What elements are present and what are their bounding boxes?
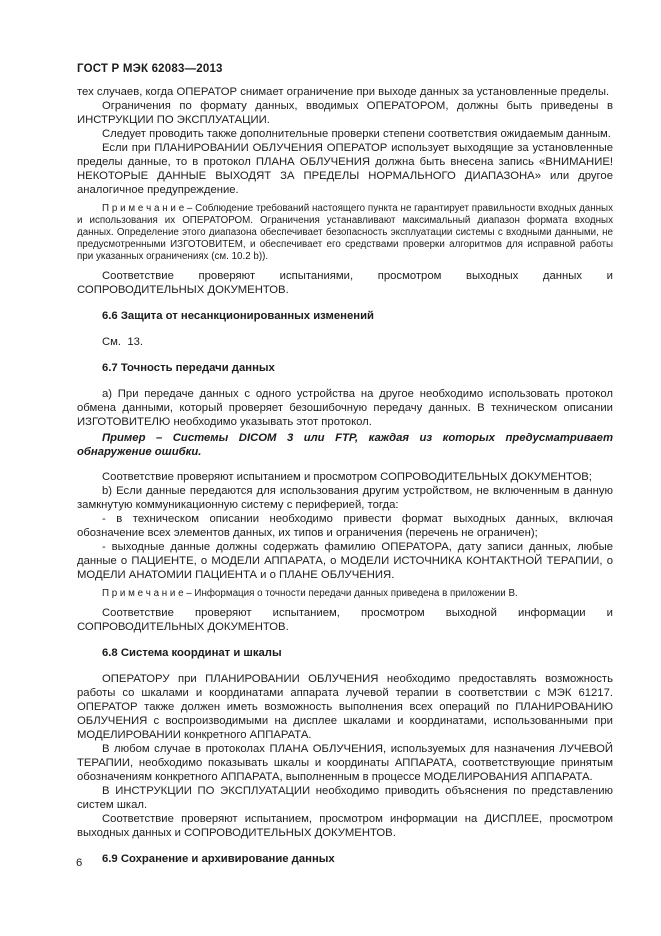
paragraph: См. 13.: [102, 336, 144, 348]
paragraph: Соответствие проверяют испытанием, просмотром выходной информации и СОПРОВОДИТЕЛЬНЫХ ДОКУМЕНТОВ.: [77, 607, 613, 633]
paragraph: ОПЕРАТОРУ при ПЛАНИРОВАНИИ ОБЛУЧЕНИЯ необходимо предоставлять возможность работы со шкалами и координатами аппарата лучевой терапии в соответствии с МЭК 61217. ОПЕРАТОР также должен иметь возможность выполнения всех операций по ПЛАНИРОВАНИЮ ОБЛУЧЕНИЯ с воспроизводимыми на дисплее шкалами и координатами, использованными при МОДЕЛИРОВАНИИ конкретного АППАРАТА.: [77, 673, 613, 741]
document-content: [77, 62, 613, 878]
paragraph: В ИНСТРУКЦИИ ПО ЭКСПЛУАТАЦИИ необходимо приводить объяснения по представлению систем шкал.: [77, 785, 613, 811]
note-paragraph: П р и м е ч а н и е – Информация о точности передачи данных приведена в приложении В.: [102, 588, 518, 599]
example-paragraph: Пример – Системы DICOM 3 или FTP, каждая из которых предусматривает обнаружение ошибки.: [77, 432, 613, 458]
paragraph: b) Если данные передаются для использования другим устройством, не включенным в данную замкнутую коммуникационную систему с периферией, тогда:: [77, 485, 613, 511]
paragraph: Соответствие проверяют испытанием, просмотром информации на ДИСПЛЕЕ, просмотром выходных данных и СОПРОВОДИТЕЛЬНЫХ ДОКУМЕНТОВ.: [77, 813, 613, 839]
paragraph: - выходные данные должны содержать фамилию ОПЕРАТОРА, дату записи данных, любые данные о ПАЦИЕНТЕ, о МОДЕЛИ АППАРАТА, о МОДЕЛИ ИСТОЧНИКА КОНТАКТНОЙ ТЕРАПИИ, о МОДЕЛИ АНАТОМИИ ПАЦИЕНТА и о ПЛАНЕ ОБЛУЧЕНИЯ.: [77, 541, 613, 581]
section-heading: 6.7 Точность передачи данных: [102, 362, 275, 374]
section-heading: 6.6 Защита от несанкционированных изменений: [102, 310, 374, 322]
paragraph: тех случаев, когда ОПЕРАТОР снимает ограничение при выходе данных за установленные пределы.: [77, 86, 610, 98]
paragraph: Соответствие проверяют испытанием и просмотром СОПРОВОДИТЕЛЬНЫХ ДОКУМЕНТОВ;: [102, 471, 592, 483]
note-paragraph: П р и м е ч а н и е – Соблюдение требований настоящего пункта не гарантирует правильности входных данных и использования их ОПЕРАТОРОМ. Ограничения устанавливают максимальный диапазон формата входных данных. Определение этого диапазона обеспечивает безопасность эксплуатации системы с входными данными, не предусмотренными ИЗГОТОВИТЕМ, и обеспечивает его средствами проверки алгоритмов для исправной работы при указанных ограничениях (см. 10.2 b)).: [77, 203, 613, 262]
paragraph: - в техническом описании необходимо привести формат выходных данных, включая обозначение всех элементов данных, их типов и ограничения (перечень не ограничен);: [77, 513, 613, 539]
page-number: 6: [76, 857, 83, 869]
paragraph: а) При передаче данных с одного устройства на другое необходимо использовать протокол обмена данными, который проверяет безошибочную передачу данных. В техническом описании ИЗГОТОВИТЕЛЮ необходимо указывать этот протокол.: [77, 388, 613, 428]
paragraph: Ограничения по формату данных, вводимых ОПЕРАТОРОМ, должны быть приведены в ИНСТРУКЦИИ ПО ЭКСПЛУАТАЦИИ.: [77, 100, 613, 126]
document-body: [77, 85, 613, 866]
paragraph: В любом случае в протоколах ПЛАНА ОБЛУЧЕНИЯ, используемых для назначения ЛУЧЕВОЙ ТЕРАПИИ, необходимо показывать шкалы и координаты АППАРАТА, соответствующие принятым обозначениям конкретного АППАРАТА, выполненным в процессе МОДЕЛИРОВАНИЯ АППАРАТА.: [77, 743, 613, 783]
paragraph: Следует проводить также дополнительные проверки степени соответствия ожидаемым данным.: [102, 128, 611, 140]
paragraph: Соответствие проверяют испытаниями, просмотром выходных данных и СОПРОВОДИТЕЛЬНЫХ ДОКУМЕНТОВ.: [77, 270, 613, 296]
section-heading: 6.8 Система координат и шкалы: [102, 647, 282, 659]
document-header: ГОСТ Р МЭК 62083—2013: [77, 63, 223, 75]
section-heading: 6.9 Сохранение и архивирование данных: [102, 853, 335, 865]
paragraph: Если при ПЛАНИРОВАНИИ ОБЛУЧЕНИЯ ОПЕРАТОР использует выходящие за установленные пределы данные, то в протокол ПЛАНА ОБЛУЧЕНИЯ должна быть внесена запись «ВНИМАНИЕ! НЕКОТОРЫЕ ДАННЫЕ ВЫХОДЯТ ЗА ПРЕДЕЛЫ НОРМАЛЬНОГО ДИАПАЗОНА» или другое аналогичное предупреждение.: [77, 142, 613, 196]
